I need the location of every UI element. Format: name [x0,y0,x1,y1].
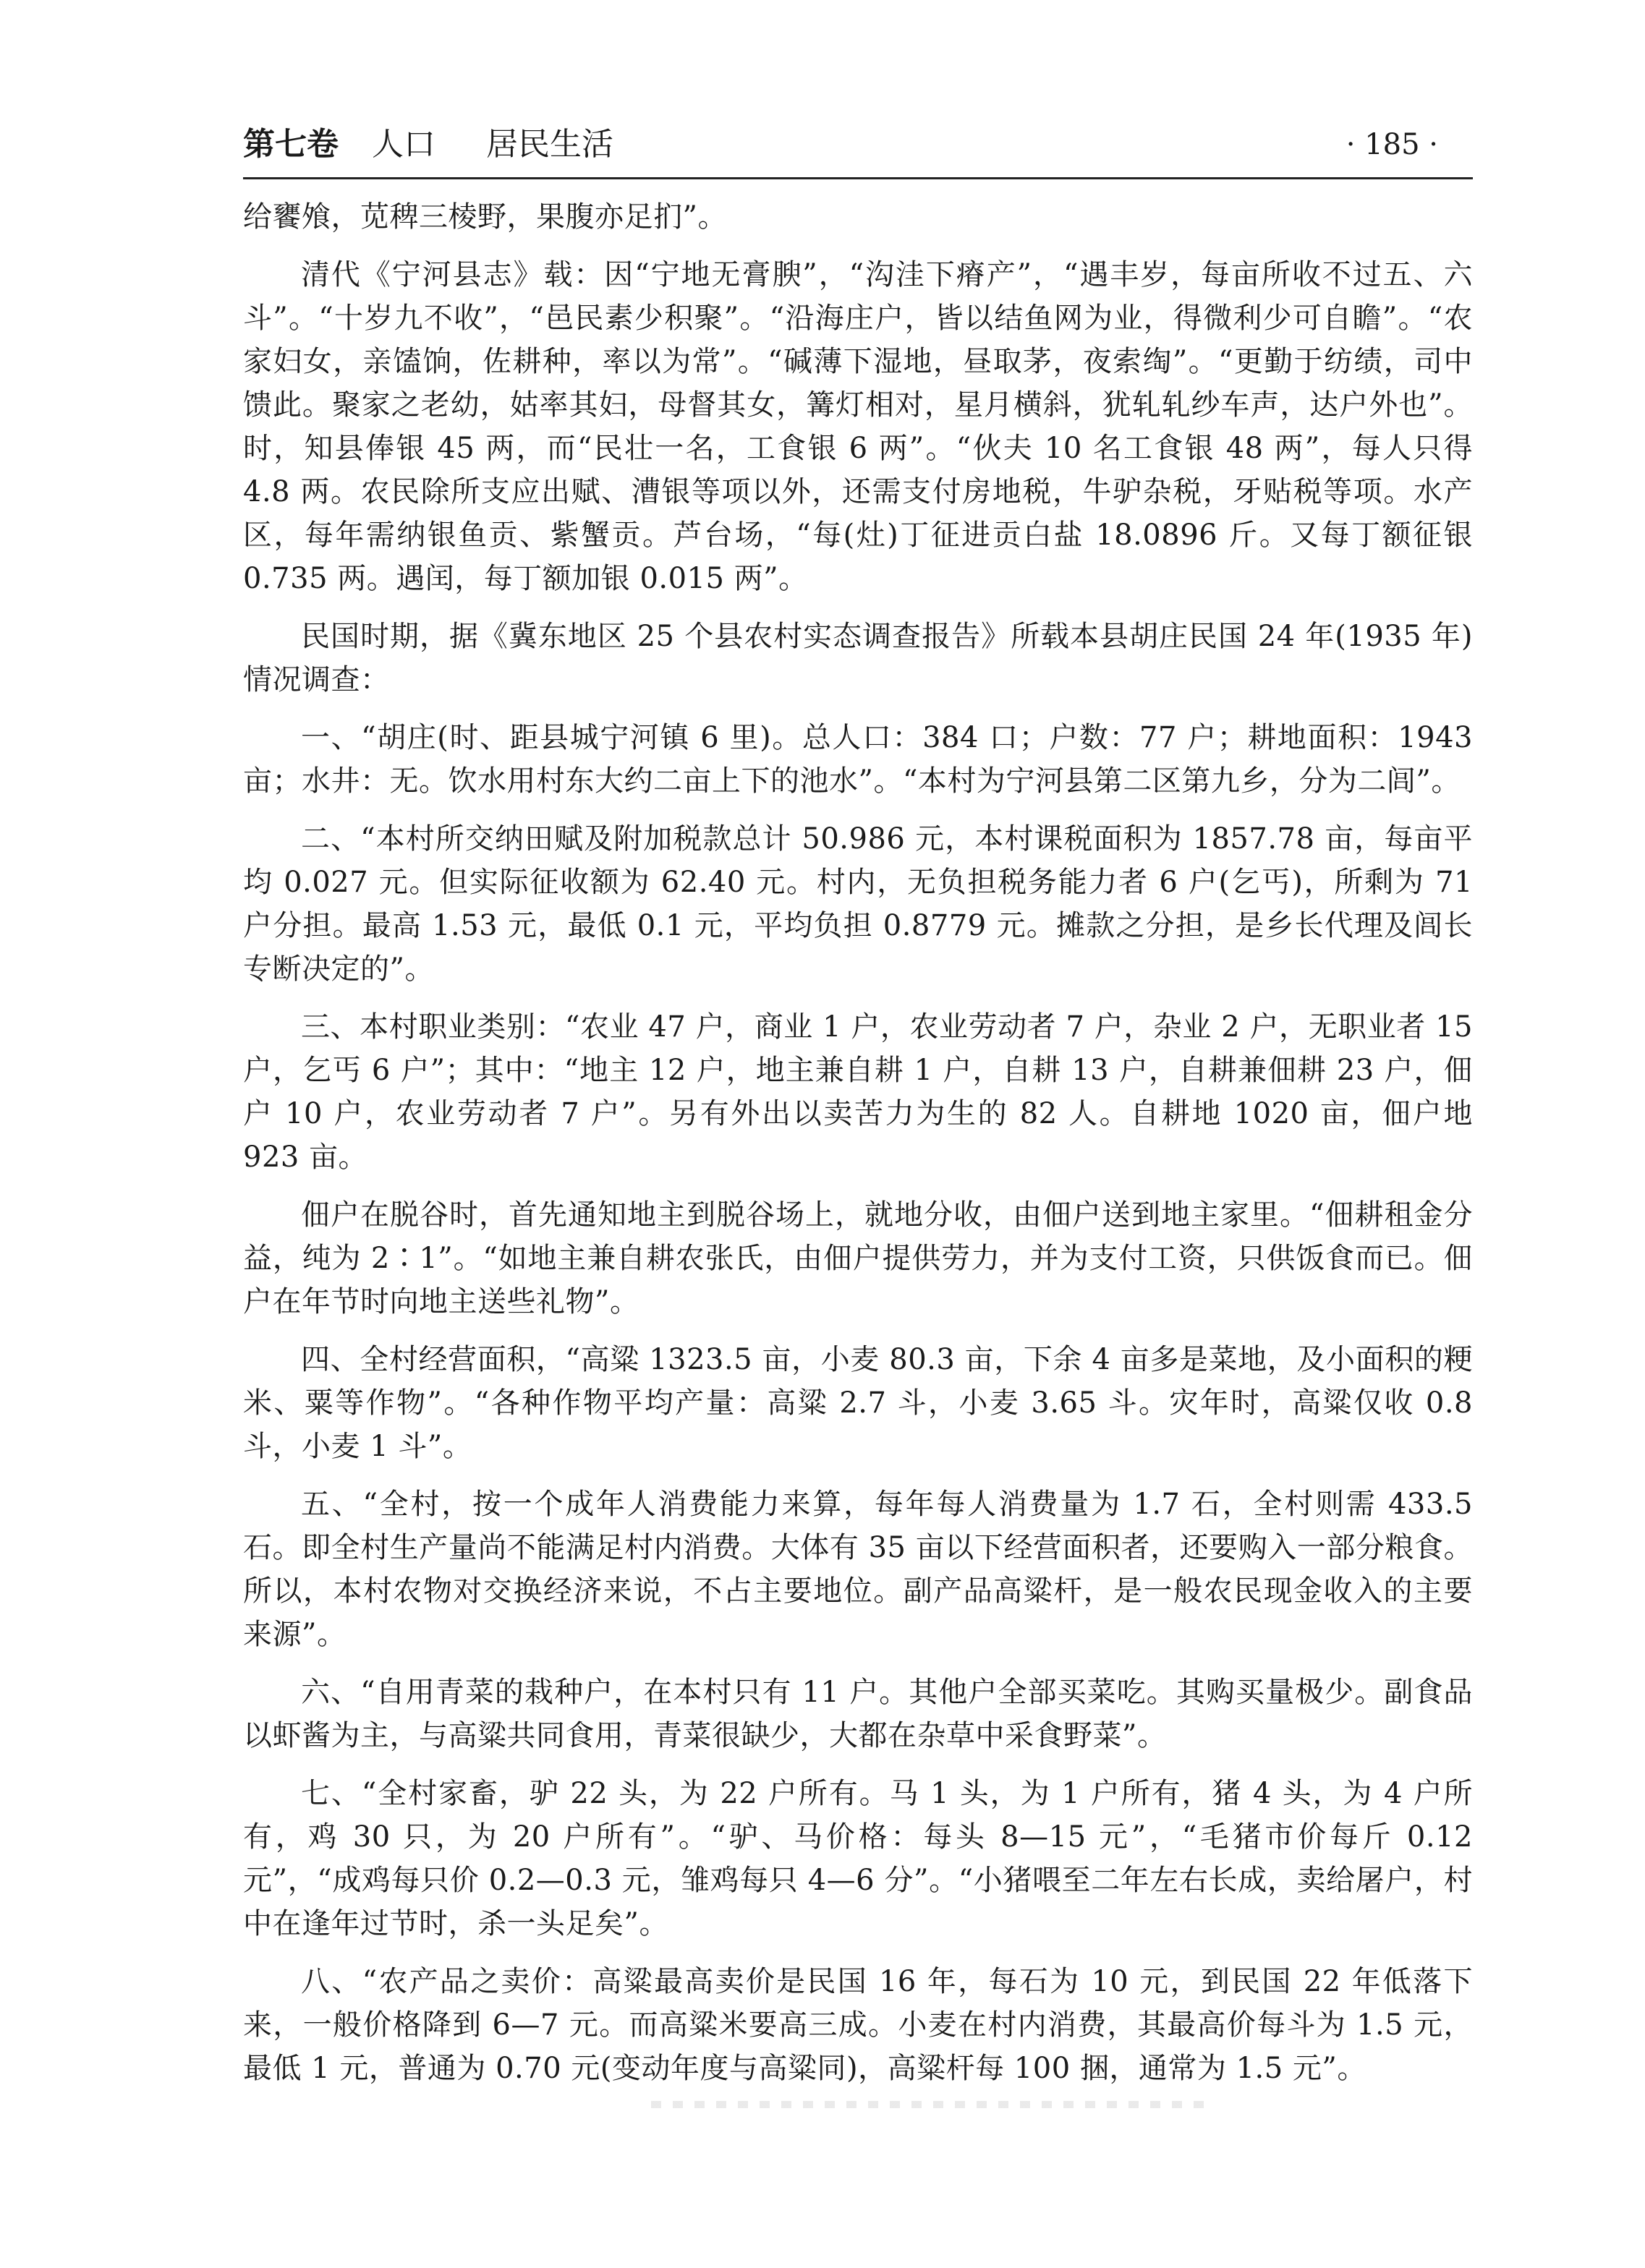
page-number: · 185 · [1346,128,1438,161]
body-text [243,195,1473,2090]
paragraph-item-6: 六、“自用青菜的栽种户，在本村只有 11 户。其他户全部买菜吃。其购买量极少。副食品以虾酱为主，与高粱共同食用，青菜很缺少，大都在杂草中采食野菜”。 [243,1676,1473,1752]
paragraph-item-7: 七、“全村家畜，驴 22 头，为 22 户所有。马 1 头，为 1 户所有，猪 4 头，为 4 户所有，鸡 30 只，为 20 户所有”。“驴、马价格：每头 8—15 元”，“毛猪市价每斤 0.12 元”，“成鸡每只价 0.2—0.3 元，雏鸡每只 4—6 分”。“小猪喂至二年左右长成，卖给屠户，村中在逢年过节时，杀一头足矣”。 [243,1777,1473,1940]
running-header [243,123,1473,174]
paragraph-item-3: 三、本村职业类别：“农业 47 户，商业 1 户，农业劳动者 7 户，杂业 2 户，无职业者 15 户，乞丐 6 户”；其中：“地主 12 户，地主兼自耕 1 户，自耕 13 户，自耕兼佃耕 23 户，佃户 10 户，农业劳动者 7 户”。另有外出以卖苦力为生的 82 人。自耕地 1020 亩，佃户地 923 亩。 [243,1010,1473,1174]
header-rule [243,177,1473,179]
scan-artifact [651,2101,1215,2108]
paragraph-continuation: 给饔飧，苋稗三棱野，果腹亦足扪”。 [243,200,727,234]
paragraph-item-2: 二、“本村所交纳田赋及附加税款总计 50.986 元，本村课税面积为 1857.78 亩，每亩平均 0.027 元。但实际征收额为 62.40 元。村内，无负担税务能力者 6 户(乞丐)，所剩为 71 户分担。最高 1.53 元，最低 0.1 元，平均负担 0.8779 元。摊款之分担，是乡长代理及闾长专断决定的”。 [243,822,1473,986]
section-title: 人口 [372,126,435,163]
paragraph-item-1: 一、“胡庄(时、距县城宁河镇 6 里)。总人口：384 口；户数：77 户；耕地面积：1943 亩；水井：无。饮水用村东大约二亩上下的池水”。“本村为宁河县第二区第九乡，分为二闾”。 [243,721,1473,798]
paragraph-republic-survey: 民国时期，据《冀东地区 25 个县农村实态调查报告》所载本县胡庄民国 24 年(1935 年)情况调查： [243,620,1473,696]
volume-title: 第七卷 [243,126,339,163]
paragraph-item-8: 八、“农产品之卖价：高粱最高卖价是民国 16 年，每石为 10 元，到民国 22 年低落下来，一般价格降到 6—7 元。而高粱米要高三成。小麦在村内消费，其最高价每斗为 1.5 元，最低 1 元，普通为 0.70 元(变动年度与高粱同)，高粱杆每 100 捆，通常为 1.5 元”。 [243,1965,1473,2085]
paragraph-tenant-farming: 佃户在脱谷时，首先通知地主到脱谷场上，就地分收，由佃户送到地主家里。“佃耕租金分益，纯为 2∶1”。“如地主兼自耕农张氏，由佃户提供劳力，并为支付工资，只供饭食而已。佃户在年节时向地主送些礼物”。 [243,1198,1473,1318]
paragraph-qing-dynasty: 清代《宁河县志》载：因“宁地无膏腴”，“沟洼下瘠产”，“遇丰岁，每亩所收不过五、六斗”。“十岁九不收”，“邑民素少积聚”。“沿海庄户，皆以结鱼网为业，得微利少可自瞻”。“农家妇女，亲馌饷，佐耕种，率以为常”。“碱薄下湿地，昼取茅，夜索绹”。“更勤于纺绩，司中馈此。聚家之老幼，姑率其妇，母督其女，篝灯相对，星月横斜，犹轧轧纱车声，达户外也”。时，知县俸银 45 两，而“民壮一名，工食银 6 两”。“伙夫 10 名工食银 48 两”，每人只得 4.8 两。农民除所支应出赋、漕银等项以外，还需支付房地税，牛驴杂税，牙贴税等项。水产区，每年需纳银鱼贡、紫蟹贡。芦台场，“每(灶)丁征进贡白盐 18.0896 斤。又每丁额征银 0.735 两。遇闰，每丁额加银 0.015 两”。 [243,258,1473,595]
paragraph-item-4: 四、全村经营面积，“高粱 1323.5 亩，小麦 80.3 亩，下余 4 亩多是菜地，及小面积的粳米、粟等作物”。“各种作物平均产量：高粱 2.7 斗，小麦 3.65 斗。灾年时，高粱仅收 0.8 斗，小麦 1 斗”。 [243,1343,1473,1463]
paragraph-item-5: 五、“全村，按一个成年人消费能力来算，每年每人消费量为 1.7 石，全村则需 433.5 石。即全村生产量尚不能满足村内消费。大体有 35 亩以下经营面积者，还要购入一部分粮食。所以，本村农物对交换经济来说，不占主要地位。副产品高粱杆，是一般农民现金收入的主要来源”。 [243,1488,1473,1651]
subsection-title: 居民生活 [486,126,613,163]
